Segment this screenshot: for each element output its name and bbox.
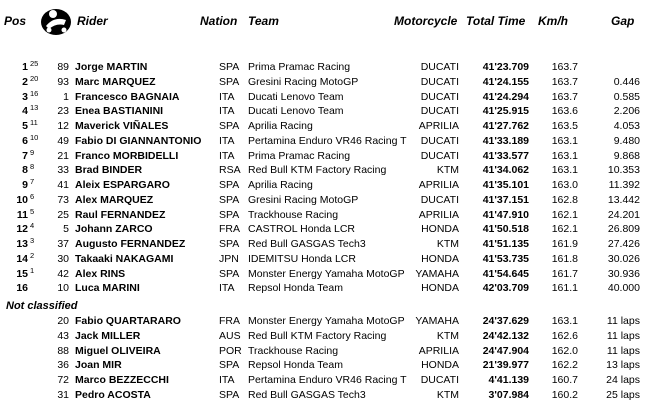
header-gap: Gap (611, 14, 635, 28)
row-speed: 163.5 (551, 120, 578, 132)
row-nation: RSA (219, 164, 241, 176)
row-bike-number: 5 (63, 223, 69, 235)
row-rider-name: Franco MORBIDELLI (75, 150, 179, 162)
row-speed: 163.1 (551, 315, 578, 327)
row-team: Red Bull KTM Factory Racing (248, 164, 387, 176)
table-row (0, 104, 650, 118)
row-motorcycle: HONDA (421, 359, 459, 371)
row-motorcycle: YAMAHA (415, 268, 459, 280)
row-rider-name: Joan MIR (75, 359, 122, 371)
row-speed: 163.6 (551, 105, 578, 117)
row-bike-number: 36 (57, 359, 69, 371)
row-rider-name: Alex RINS (75, 268, 126, 280)
row-points: 6 (30, 192, 35, 201)
row-gap: 24 laps (606, 374, 640, 386)
row-points: 5 (30, 207, 35, 216)
row-bike-number: 72 (57, 374, 69, 386)
row-team: Monster Energy Yamaha MotoGP (248, 268, 405, 280)
row-rider-name: Francesco BAGNAIA (75, 91, 180, 103)
row-team: Aprilia Racing (248, 120, 313, 132)
row-total-time: 41'53.735 (482, 253, 529, 265)
row-speed: 163.1 (551, 135, 578, 147)
row-motorcycle: HONDA (421, 253, 459, 265)
table-row (0, 373, 650, 387)
row-motorcycle: DUCATI (420, 91, 459, 103)
row-rider-name: Miguel OLIVEIRA (75, 345, 161, 357)
row-nation: SPA (219, 61, 240, 73)
row-bike-number: 21 (57, 150, 69, 162)
row-total-time: 41'47.910 (482, 209, 529, 221)
row-position: 15 (16, 268, 28, 280)
header-motorcycle: Motorcycle (394, 14, 458, 28)
row-motorcycle: APRILIA (418, 120, 459, 132)
row-motorcycle: KTM (436, 164, 459, 176)
row-speed: 162.0 (551, 345, 578, 357)
row-motorcycle: APRILIA (418, 209, 459, 221)
row-points: 9 (30, 148, 35, 157)
row-rider-name: Johann ZARCO (75, 223, 153, 235)
row-team: Red Bull GASGAS Tech3 (248, 238, 366, 250)
row-gap: 30.936 (607, 268, 640, 280)
row-bike-number: 49 (57, 135, 69, 147)
row-rider-name: Jack MILLER (75, 330, 141, 342)
row-total-time: 41'35.101 (482, 179, 529, 191)
row-team: Pertamina Enduro VR46 Racing T (248, 135, 407, 147)
row-rider-name: Takaaki NAKAGAMI (75, 253, 174, 265)
row-bike-number: 12 (57, 120, 69, 132)
row-total-time: 41'33.577 (482, 150, 529, 162)
row-total-time: 4'41.139 (488, 374, 529, 386)
row-points: 7 (30, 177, 35, 186)
row-motorcycle: DUCATI (420, 105, 459, 117)
row-total-time: 41'51.135 (482, 238, 529, 250)
row-total-time: 41'33.189 (482, 135, 529, 147)
row-gap: 4.053 (613, 120, 640, 132)
row-speed: 163.7 (551, 91, 578, 103)
row-rider-name: Fabio DI GIANNANTONIO (75, 135, 202, 147)
row-speed: 161.1 (551, 282, 578, 294)
header-pos: Pos (4, 14, 27, 28)
row-speed: 160.2 (551, 389, 578, 401)
row-gap: 9.480 (613, 135, 640, 147)
row-total-time: 41'50.518 (482, 223, 529, 235)
table-row (0, 237, 650, 251)
row-team: Repsol Honda Team (248, 359, 343, 371)
row-bike-number: 30 (57, 253, 69, 265)
row-bike-number: 37 (57, 238, 69, 250)
row-gap: 26.809 (607, 223, 640, 235)
row-position: 5 (22, 120, 28, 132)
row-speed: 162.6 (551, 330, 578, 342)
header-kmh: Km/h (538, 14, 568, 28)
row-total-time: 41'24.155 (482, 76, 529, 88)
row-nation: ITA (219, 91, 235, 103)
row-rider-name: Maverick VIÑALES (75, 120, 169, 132)
table-row (0, 119, 650, 133)
row-bike-number: 88 (57, 345, 69, 357)
row-team: Red Bull GASGAS Tech3 (248, 389, 366, 401)
table-row (0, 208, 650, 222)
header-total-time: Total Time (466, 14, 526, 28)
row-position: 6 (22, 135, 28, 147)
row-position: 9 (22, 179, 28, 191)
table-row (0, 329, 650, 343)
row-rider-name: Marco BEZZECCHI (75, 374, 169, 386)
table-row (0, 358, 650, 372)
row-position: 1 (22, 61, 28, 73)
row-motorcycle: KTM (436, 238, 459, 250)
row-nation: FRA (219, 315, 240, 327)
row-speed: 163.7 (551, 61, 578, 73)
row-gap: 27.426 (607, 238, 640, 250)
row-team: Prima Pramac Racing (248, 61, 351, 73)
row-nation: ITA (219, 150, 235, 162)
row-speed: 161.9 (551, 238, 578, 250)
row-team: Trackhouse Racing (248, 345, 339, 357)
row-team: Trackhouse Racing (248, 209, 339, 221)
row-points: 25 (30, 59, 39, 68)
row-bike-number: 41 (57, 179, 69, 191)
row-team: IDEMITSU Honda LCR (248, 253, 356, 265)
row-bike-number: 25 (57, 209, 69, 221)
row-nation: ITA (219, 374, 235, 386)
table-row (0, 267, 650, 281)
header-team: Team (248, 14, 279, 28)
row-team: Gresini Racing MotoGP (248, 76, 359, 88)
row-points: 4 (30, 221, 35, 230)
row-bike-number: 10 (57, 282, 69, 294)
table-row (0, 163, 650, 177)
row-nation: ITA (219, 282, 235, 294)
row-gap: 11 laps (606, 330, 640, 342)
table-row (0, 75, 650, 89)
row-bike-number: 20 (57, 315, 69, 327)
row-gap: 13 laps (606, 359, 640, 371)
row-bike-number: 73 (57, 194, 69, 206)
row-rider-name: Augusto FERNANDEZ (75, 238, 186, 250)
row-nation: SPA (219, 76, 240, 88)
row-total-time: 41'37.151 (482, 194, 529, 206)
row-points: 20 (30, 74, 39, 83)
row-nation: FRA (219, 223, 240, 235)
row-speed: 162.2 (551, 359, 578, 371)
row-position: 10 (16, 194, 28, 206)
row-speed: 163.0 (551, 179, 578, 191)
row-motorcycle: APRILIA (418, 345, 459, 357)
table-row (0, 193, 650, 207)
row-team: Prima Pramac Racing (248, 150, 351, 162)
row-rider-name: Jorge MARTIN (75, 61, 148, 73)
table-row (0, 222, 650, 236)
row-position: 14 (16, 253, 28, 265)
header-nation: Nation (200, 14, 238, 28)
row-total-time: 24'47.904 (482, 345, 529, 357)
row-total-time: 42'03.709 (482, 282, 529, 294)
row-team: Repsol Honda Team (248, 282, 343, 294)
row-nation: SPA (219, 120, 240, 132)
row-nation: SPA (219, 194, 240, 206)
row-motorcycle: APRILIA (418, 179, 459, 191)
row-team: Aprilia Racing (248, 179, 313, 191)
row-points: 13 (30, 103, 39, 112)
row-motorcycle: KTM (436, 389, 459, 401)
row-nation: SPA (219, 389, 240, 401)
row-total-time: 41'24.294 (482, 91, 529, 103)
row-points: 8 (30, 162, 35, 171)
table-row (0, 281, 650, 295)
row-nation: SPA (219, 268, 240, 280)
row-rider-name: Fabio QUARTARARO (75, 315, 181, 327)
row-nation: SPA (219, 179, 240, 191)
table-row (0, 314, 650, 328)
table-row (0, 149, 650, 163)
row-motorcycle: HONDA (421, 223, 459, 235)
row-points: 3 (30, 236, 35, 245)
table-row (0, 90, 650, 104)
row-nation: SPA (219, 359, 240, 371)
row-team: Gresini Racing MotoGP (248, 194, 359, 206)
row-team: Ducati Lenovo Team (248, 105, 344, 117)
row-speed: 162.8 (551, 194, 578, 206)
motogp-rider-logo-icon (40, 6, 72, 36)
row-bike-number: 33 (57, 164, 69, 176)
row-total-time: 41'25.915 (482, 105, 529, 117)
row-total-time: 41'34.062 (482, 164, 529, 176)
row-team: Pertamina Enduro VR46 Racing T (248, 374, 407, 386)
row-bike-number: 43 (57, 330, 69, 342)
row-position: 2 (22, 76, 28, 88)
row-speed: 162.1 (551, 223, 578, 235)
table-row (0, 344, 650, 358)
row-speed: 160.7 (551, 374, 578, 386)
header-rider: Rider (77, 14, 108, 28)
row-motorcycle: DUCATI (420, 150, 459, 162)
row-motorcycle: DUCATI (420, 374, 459, 386)
row-position: 3 (22, 91, 28, 103)
row-gap: 9.868 (613, 150, 640, 162)
row-motorcycle: DUCATI (420, 76, 459, 88)
row-rider-name: Aleix ESPARGARO (75, 179, 170, 191)
table-row (0, 134, 650, 148)
row-gap: 0.585 (613, 91, 640, 103)
row-points: 2 (30, 251, 35, 260)
row-speed: 162.1 (551, 209, 578, 221)
row-team: Ducati Lenovo Team (248, 91, 344, 103)
row-team: CASTROL Honda LCR (248, 223, 355, 235)
row-speed: 163.1 (551, 150, 578, 162)
row-nation: AUS (219, 330, 241, 342)
row-gap: 10.353 (607, 164, 640, 176)
table-header (0, 0, 650, 40)
row-position: 8 (22, 164, 28, 176)
row-points: 10 (30, 133, 39, 142)
table-row (0, 252, 650, 266)
row-total-time: 21'39.977 (482, 359, 529, 371)
row-rider-name: Raul FERNANDEZ (75, 209, 166, 221)
row-position: 16 (16, 282, 28, 294)
row-position: 7 (22, 150, 28, 162)
row-position: 13 (16, 238, 28, 250)
row-gap: 11.392 (608, 179, 640, 191)
row-rider-name: Brad BINDER (75, 164, 143, 176)
row-gap: 24.201 (607, 209, 640, 221)
row-gap: 25 laps (606, 389, 640, 401)
row-nation: ITA (219, 105, 235, 117)
row-speed: 163.7 (551, 76, 578, 88)
row-bike-number: 89 (57, 61, 69, 73)
row-motorcycle: DUCATI (420, 194, 459, 206)
row-points: 11 (30, 118, 38, 127)
row-total-time: 24'42.132 (482, 330, 529, 342)
row-position: 11 (16, 209, 28, 221)
row-total-time: 41'23.709 (482, 61, 529, 73)
table-row (0, 388, 650, 402)
row-motorcycle: DUCATI (420, 135, 459, 147)
row-nation: ITA (219, 135, 235, 147)
table-row (0, 178, 650, 192)
row-gap: 0.446 (613, 76, 640, 88)
row-rider-name: Alex MARQUEZ (75, 194, 154, 206)
table-row (0, 60, 650, 74)
row-position: 12 (16, 223, 28, 235)
row-nation: POR (219, 345, 242, 357)
row-motorcycle: DUCATI (420, 61, 459, 73)
row-gap: 2.206 (613, 105, 640, 117)
row-nation: SPA (219, 209, 240, 221)
row-speed: 161.7 (551, 268, 578, 280)
row-motorcycle: KTM (436, 330, 459, 342)
row-motorcycle: YAMAHA (415, 315, 459, 327)
row-position: 4 (22, 105, 28, 117)
row-gap: 13.442 (607, 194, 640, 206)
row-nation: SPA (219, 238, 240, 250)
row-speed: 161.8 (551, 253, 578, 265)
row-rider-name: Luca MARINI (75, 282, 140, 294)
row-rider-name: Pedro ACOSTA (75, 389, 151, 401)
row-rider-name: Enea BASTIANINI (75, 105, 164, 117)
row-bike-number: 23 (57, 105, 69, 117)
row-total-time: 41'27.762 (482, 120, 529, 132)
row-bike-number: 31 (57, 389, 69, 401)
row-rider-name: Marc MARQUEZ (75, 76, 156, 88)
row-total-time: 41'54.645 (482, 268, 529, 280)
row-gap: 11 laps (606, 315, 640, 327)
row-bike-number: 42 (57, 268, 69, 280)
not-classified-heading: Not classified (6, 300, 78, 312)
row-points: 1 (30, 266, 35, 275)
row-gap: 11 laps (606, 345, 640, 357)
row-points: 16 (30, 89, 39, 98)
row-speed: 163.1 (551, 164, 578, 176)
row-gap: 40.000 (607, 282, 640, 294)
row-nation: JPN (219, 253, 239, 265)
row-team: Monster Energy Yamaha MotoGP (248, 315, 405, 327)
row-total-time: 24'37.629 (482, 315, 529, 327)
row-total-time: 3'07.984 (488, 389, 529, 401)
row-team: Red Bull KTM Factory Racing (248, 330, 387, 342)
row-bike-number: 93 (57, 76, 69, 88)
row-bike-number: 1 (63, 91, 69, 103)
row-motorcycle: HONDA (421, 282, 459, 294)
row-gap: 30.026 (607, 253, 640, 265)
